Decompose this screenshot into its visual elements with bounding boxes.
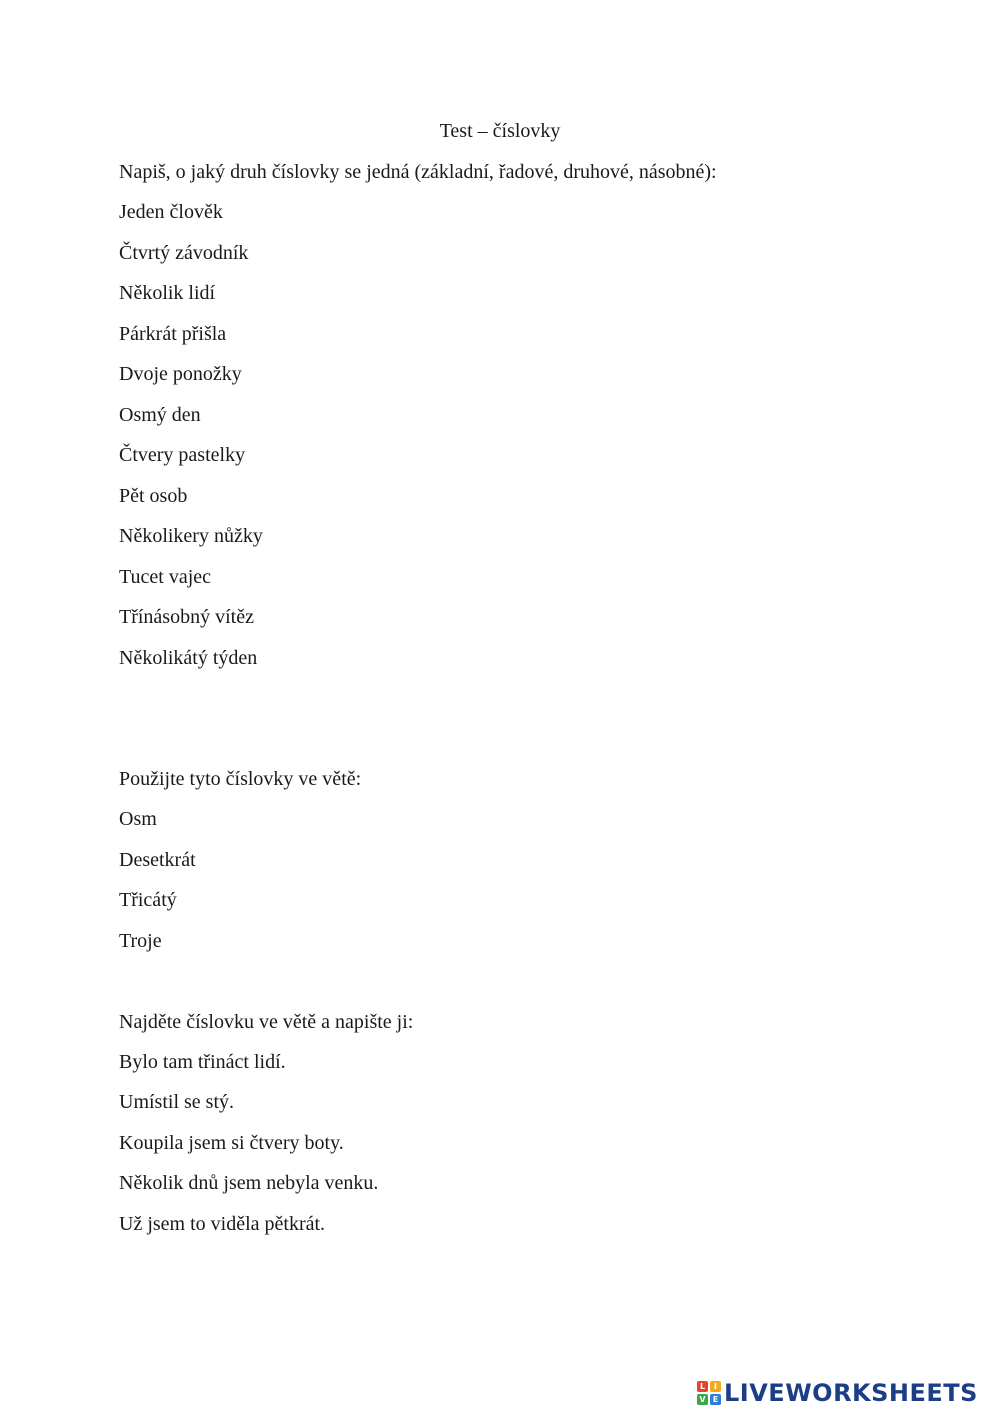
- section1-item-1: Jeden člověk: [119, 201, 223, 223]
- section3-item-3: Koupila jsem si čtvery boty.: [119, 1132, 344, 1154]
- section1-item-3: Několik lidí: [119, 282, 216, 304]
- section3-item-4: Několik dnů jsem nebyla venku.: [119, 1172, 379, 1194]
- section1-item-5: Dvoje ponožky: [119, 363, 242, 385]
- section1-item-12: Několikátý týden: [119, 647, 258, 669]
- logo-letter-v: V: [697, 1394, 708, 1405]
- logo-mark-icon: [697, 1381, 721, 1405]
- section3-instruction: Najděte číslovku ve větě a napište ji:: [119, 1011, 414, 1033]
- page-title: Test – číslovky: [439, 120, 561, 142]
- logo-letter-l: L: [697, 1381, 708, 1392]
- section1-instruction: Napiš, o jaký druh číslovky se jedná (základní, řadové, druhové, násobné):: [119, 161, 717, 183]
- section2-item-4: Troje: [119, 930, 162, 952]
- section1-item-6: Osmý den: [119, 404, 201, 426]
- section2-item-1: Osm: [119, 808, 157, 830]
- section1-item-4: Párkrát přišla: [119, 323, 227, 345]
- section1-item-11: Třínásobný vítěz: [119, 606, 254, 628]
- logo-letter-e: E: [710, 1394, 721, 1405]
- section1-item-7: Čtvery pastelky: [119, 444, 246, 466]
- section3-item-2: Umístil se stý.: [119, 1091, 235, 1113]
- section1-item-8: Pět osob: [119, 485, 188, 507]
- logo-letter-i: I: [710, 1381, 721, 1392]
- section3-item-1: Bylo tam třináct lidí.: [119, 1051, 286, 1073]
- section1-item-2: Čtvrtý závodník: [119, 242, 249, 264]
- section2-item-3: Třicátý: [119, 889, 177, 911]
- section2-instruction: Použijte tyto číslovky ve větě:: [119, 768, 362, 790]
- section1-item-10: Tucet vajec: [119, 566, 212, 588]
- section2-item-2: Desetkrát: [119, 849, 196, 871]
- logo-text: LIVEWORKSHEETS: [724, 1379, 978, 1407]
- section1-item-9: Několikery nůžky: [119, 525, 263, 547]
- section3-item-5: Už jsem to viděla pětkrát.: [119, 1213, 326, 1235]
- liveworksheets-logo: [697, 1377, 978, 1409]
